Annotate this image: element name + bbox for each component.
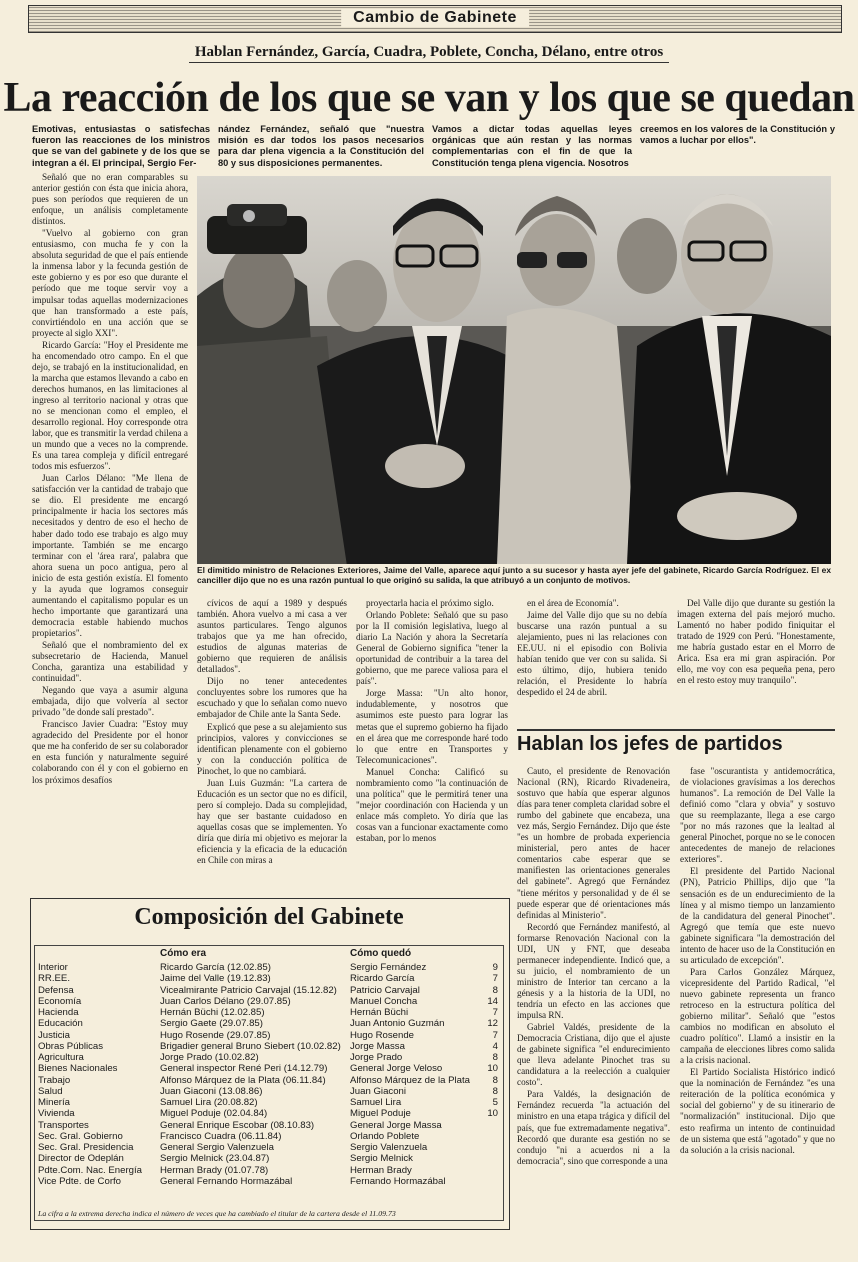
cabinet-portfolio: Bienes Nacionales	[38, 1063, 118, 1075]
cabinet-minister-before: Herman Brady (01.07.78)	[160, 1164, 269, 1176]
cabinet-portfolio: Educación	[38, 1018, 83, 1030]
cabinet-minister-before: Hugo Rosende (29.07.85)	[160, 1029, 271, 1041]
cabinet-change-count-value	[472, 1153, 498, 1164]
cabinet-change-count-value: 8	[492, 1052, 498, 1063]
cabinet-minister-after: Sergio Valenzuela	[350, 1142, 428, 1153]
paragraph: fase "oscurantista y antidemocrática, de violaciones gravísimas a los derechos humanos". La remoción de Del Valle la definió como "clara y obvia" y sostuvo que su reemplazante, llega a ese cargo "por no más razones que la lealtad al general Pinochet, porque no se le conocen antecedentes de manejo de relaciones exteriores".	[680, 766, 835, 865]
cabinet-minister-after: Jorge Massa	[350, 1040, 405, 1052]
paragraph: en el área de Economía".	[527, 598, 619, 608]
cabinet-change-count-value: 8	[492, 1074, 498, 1086]
headline: La reacción de los que se van y los que se quedan	[3, 75, 855, 121]
cabinet-portfolio: Justicia	[38, 1029, 70, 1041]
cabinet-change-count-value	[472, 1131, 498, 1142]
cabinet-change-count	[472, 962, 498, 1187]
cabinet-change-count-value	[472, 1142, 498, 1153]
cabinet-minister-after: Juan Antonio Guzmán	[350, 1018, 445, 1030]
cabinet-minister-before: Juan Giaconi (13.08.86)	[160, 1085, 263, 1097]
cabinet-minister-after: Fernando Hormazábal	[350, 1175, 446, 1187]
cabinet-portfolio: Defensa	[38, 984, 74, 996]
cabinet-change-count-value: 12	[487, 1018, 498, 1030]
article-col-3	[356, 598, 508, 898]
cabinet-minister-before: Sergio Gaete (29.07.85)	[160, 1018, 263, 1030]
cabinet-minister-after: Juan Giaconi	[350, 1085, 406, 1097]
cabinet-before	[160, 962, 348, 1187]
cabinet-portfolio: Vice Pdte. de Corfo	[38, 1175, 122, 1187]
cabinet-change-count-value: 9	[492, 962, 498, 973]
cabinet-change-count-value: 8	[492, 984, 498, 996]
cabinet-change-count-value: 10	[487, 1108, 498, 1120]
divider	[517, 729, 835, 731]
cabinet-change-count-value: 7	[492, 973, 498, 985]
paragraph: Recordó que Fernández manifestó, al formarse Renovación Nacional con la UDI, UN y FNT, que deseaba permanecer independiente. Indicó que, a su juicio, el nombramiento de un ministro de Interior tan cercano a la génesis y a la historia de la UDI, no tendría un efecto en las acciones que impulsa RN.	[517, 921, 670, 1021]
cabinet-minister-after: Patricio Carvajal	[350, 984, 420, 996]
cabinet-minister-before: Francisco Cuadra (06.11.84)	[160, 1130, 282, 1142]
cabinet-portfolio: Transportes	[38, 1119, 89, 1131]
article-col-5	[677, 598, 835, 726]
cabinet-portfolio: Minería	[38, 1097, 70, 1108]
cabinet-minister-before: Miguel Poduje (02.04.84)	[160, 1108, 268, 1120]
article-col-6	[517, 766, 670, 1214]
col-header-era: Cómo era	[160, 948, 207, 959]
cabinet-footnote: La cifra a la extrema derecha indica el número de veces que ha cambiado el titular de la cartera desde el 11.09.73	[38, 1209, 396, 1218]
paragraph: Explicó que pese a su alejamiento sus principios, valores y convicciones se identifican plenamente con el gobierno y con la conducción política de Pinochet, lo que no cambiará.	[197, 721, 347, 776]
cabinet-minister-after: Ricardo García	[350, 973, 415, 985]
cabinet-portfolio: Sec. Gral. Gobierno	[38, 1130, 123, 1142]
paragraph: Orlando Poblete: Señaló que su paso por la II comisión legislativa, luego al diario La Nación y ahora la Secretaría General de Gobierno significa "tener la oportunidad de contribuir a la tarea del gobierno, que me parece valiosa para el país".	[356, 610, 508, 687]
article-col-7	[680, 766, 835, 1214]
section-banner	[28, 5, 842, 33]
deck-col-2: nández Fernández, señaló que "nuestra misión es dar todos los pasos necesarios para dar plena vigencia a la Constitución del 80 y sus disposiciones permanentes.	[218, 124, 424, 168]
cabinet-minister-after: Hugo Rosende	[350, 1029, 415, 1041]
paragraph: Francisco Javier Cuadra: "Estoy muy agradecido del Presidente por el honor que me ha conferido de ser su colaborador en esta función y naturalmente seguiré colaborando con él y con el gobierno en los próximos desafíos	[32, 719, 188, 785]
cabinet-minister-after: Alfonso Márquez de la Plata	[350, 1074, 470, 1086]
paragraph: El Partido Socialista Histórico indicó que la nominación de Fernández "es una reiteración de la política económica y social del gobierno" y de su itinerario de "normalización" institucional. Dijo que esto reafirma un intento de continuidad de un sistema que está "agotado" y que no da solución a la crisis nacional.	[680, 1067, 835, 1155]
cabinet-portfolio: Agricultura	[38, 1052, 84, 1063]
cabinet-minister-after: Orlando Poblete	[350, 1130, 420, 1142]
article-col-1	[32, 172, 188, 898]
news-photo	[197, 176, 831, 564]
cabinet-change-count-value: 5	[492, 1097, 498, 1108]
paragraph: Para Carlos González Márquez, vicepresidente del Partido Radical, "el nuevo gabinete representa un franco retroceso en la estructura política del gobierno militar". Señaló que "estos cambios no modifican en absoluto el cuadro político". Llamó a insistir en la campaña de elecciones libres como salida a la crisis nacional.	[680, 966, 835, 1066]
paragraph: Jorge Massa: "Un alto honor, indudablemente, y nosotros que asumimos este puesto para lograr las metas que el supremo gobierno ha fijado en el área que me corresponde haré todo lo que entre en Transportes y Telecomunicaciones".	[356, 688, 508, 765]
cabinet-minister-after: Sergio Fernández	[350, 962, 427, 973]
cabinet-minister-before: Jaime del Valle (19.12.83)	[160, 973, 271, 985]
cabinet-minister-after: Samuel Lira	[350, 1097, 402, 1108]
cabinet-change-count-value: 10	[487, 1063, 498, 1075]
article-col-4	[517, 598, 667, 726]
paragraph: Gabriel Valdés, presidente de la Democracia Cristiana, dijo que el ajuste de gabinete significa "el endurecimiento que lleva adelante Pinochet tras su candidatura a la reelección a cualquier costo".	[517, 1022, 670, 1088]
paragraph: proyectarla hacia el próximo siglo.	[366, 598, 494, 608]
photo-caption: El dimitido ministro de Relaciones Exteriores, Jaime del Valle, aparece aquí junto a su sucesor y hasta ayer jefe del gabinete, Ricardo García Rodríguez. El ex canciller dijo que no es una razón puntual lo que originó su salida, la que atribuyó a un conjunto de motivos.	[197, 565, 831, 585]
article-col-2	[197, 598, 347, 898]
paragraph: Ricardo García: "Hoy el Presidente me ha encomendado otro campo. En el que dejo, se trabajó en la institucionalidad, en la marcha que estamos llevando a cabo en derechos humanos, en las limitaciones al ingreso al territorio nacional y otras que no se mencionan como el empleo, el desarrollo regional. Hoy corresponde otra labor, que es transmitir la verdad chilena a un mundo que a veces no la comprende. Es una tarea compleja y difícil entregaré todos mis esfuerzos".	[32, 339, 188, 472]
cabinet-change-count-value: 4	[492, 1040, 498, 1052]
cabinet-minister-before: Ricardo García (12.02.85)	[160, 962, 271, 973]
paragraph: "Vuelvo al gobierno con gran entusiasmo, con mucha fe y con la absoluta seguridad de que el país entiende la inmensa labor y la fecunda gestión de este gobierno y es por eso que durante el período que me toque servir voy a impulsar todas aquellas modernizaciones que han transformado a este país, convirtiéndolo en una acción que se proyecte al siglo XXI".	[32, 228, 188, 338]
cabinet-title: Composición del Gabinete	[134, 904, 404, 930]
paragraph: Del Valle dijo que durante su gestión la imagen externa del país mejoró mucho. Lamentó no haber podido finiquitar el tratado de 1929 con Perú. "Honestamente, me habría gustado estar en el Morro de Arica. Esa era mi gran aspiración. Por ello, me voy con esa pequeña pena, pero en el resto estoy muy tranquilo".	[677, 598, 835, 686]
cabinet-minister-before: General Fernando Hormazábal	[160, 1175, 293, 1187]
cabinet-portfolio: Sec. Gral. Presidencia	[38, 1142, 134, 1153]
paragraph: Señaló que el nombramiento del ex subsecretario de Hacienda, Manuel Concha, garantiza una estabilidad y continuidad".	[32, 639, 188, 684]
cabinet-change-count-value: 14	[487, 995, 498, 1007]
paragraph: Manuel Concha: Calificó su nombramiento como "la continuación de una política" que le permitirá tener una "mejor coordinación con Hacienda y un enlace más completo. Yo diría que las cosas van a funcionar exactamente como estaban, por lo menos	[356, 766, 508, 843]
subheadline: Hablan Fernández, García, Cuadra, Poblete, Concha, Délano, entre otros	[0, 44, 858, 61]
col-header-quedo: Cómo quedó	[350, 948, 412, 959]
paragraph: Jaime del Valle dijo que su no debía buscarse una razón puntual a su alejamiento, pues ni las relaciones con EE.UU. ni el episodio con Bolivia habían tenido que ver con su salida. Si esto último, dijo, hubiera tenido relación, el Presidente lo habría despedido el 24 de abril.	[517, 610, 667, 698]
cabinet-minister-before: Hernán Büchi (12.02.85)	[160, 1007, 265, 1018]
paragraph: cívicos de aquí a 1989 y después también. Ahora vuelvo a mi casa a ver asuntos particulares. Tengo algunos trabajos que ya me han ofrecido, estudios de algunas materias de gobierno que requieren de análisis detallados".	[197, 598, 347, 675]
cabinet-minister-after: Manuel Concha	[350, 995, 418, 1007]
cabinet-change-count-value	[472, 1165, 498, 1176]
cabinet-minister-before: Alfonso Márquez de la Plata (06.11.84)	[160, 1074, 326, 1086]
cabinet-change-count-value: 7	[492, 1029, 498, 1041]
cabinet-portfolio: Hacienda	[38, 1007, 79, 1018]
cabinet-after	[350, 962, 470, 1187]
cabinet-minister-after: General Jorge Massa	[350, 1119, 442, 1131]
deck-col-4: creemos en los valores de la Constitución y vamos a luchar por ellos".	[640, 124, 835, 146]
cabinet-portfolio: Salud	[38, 1085, 63, 1097]
cabinet-minister-after: General Jorge Veloso	[350, 1063, 443, 1075]
cabinet-minister-before: General inspector René Peri (14.12.79)	[160, 1063, 328, 1075]
cabinet-portfolio: Trabajo	[38, 1074, 71, 1086]
cabinet-minister-after: Hernán Büchi	[350, 1007, 409, 1018]
cabinet-minister-before: Juan Carlos Délano (29.07.85)	[160, 995, 291, 1007]
deck-col-3: Vamos a dictar todas aquellas leyes orgánicas que aún restan y las normas complementarias con el fin de que la Constitución tenga plena vigencia. Nosotros	[432, 124, 632, 168]
paragraph: Señaló que no eran comparables su anterior gestión con ésta que inicia ahora, pues son períodos que requieren de un enfoque, un análisis completamente distintos.	[32, 172, 188, 227]
cabinet-change-count-value: 8	[492, 1085, 498, 1097]
cabinet-minister-after: Miguel Poduje	[350, 1108, 411, 1120]
paragraph: Dijo no tener antecedentes concluyentes sobre los rumores que ha escuchado y que lo señalan como nuevo embajador de Chile ante la Santa Sede.	[197, 676, 347, 720]
cabinet-portfolio: Interior	[38, 962, 68, 973]
paragraph: Juan Luis Guzmán: "La cartera de Educación es un sector que no es difícil, pero sí complejo. Dada su complejidad, hay que ser bastante cuidadoso en aquellas cosas que se implementen. Yo diría que diría mi objetivo es mejorar la eficiencia y la eficacia de la educación en Chile con miras a	[197, 777, 347, 866]
paragraph: Para Valdés, la designación de Fernández recuerda "la actuación del ministro en una etapa trágica y difícil del país, que fue extremadamente negativa". Recordó que durante esa gestión no se condujo "ni a acuerdos ni a la democracia", sino que corresponde a una	[517, 1089, 670, 1166]
cabinet-portfolios	[38, 962, 158, 1187]
cabinet-minister-before: Vicealmirante Patricio Carvajal (15.12.82)	[160, 984, 337, 996]
cabinet-minister-before: Sergio Melnick (23.04.87)	[160, 1153, 270, 1165]
cabinet-minister-after: Herman Brady	[350, 1164, 412, 1176]
cabinet-minister-before: General Sergio Valenzuela	[160, 1142, 274, 1153]
paragraph: Negando que vaya a asumir alguna embajada, dijo que volvería al sector privado "de donde salí prestado".	[32, 685, 188, 718]
cabinet-minister-before: Brigadier general Bruno Siebert (10.02.82)	[160, 1040, 341, 1052]
paragraph: Juan Carlos Délano: "Me llena de satisfacción ver la cantidad de trabajo que se dio. El presidente me encargó principalmente ir hacia los sectores más necesitados y dentro de eso el hecho de haber dado todo ese trabajo es algo muy importante. También se me encargo terminar con el 'área rara', palabra que ahora suena un poco antigua, pero al inicio de esta gestión existía. El fomento y la ayuda que logramos conseguir aumentando el capitalismo popular es un hecho importante que garantizará una democracia estable habiendo muchos propietarios".	[32, 473, 188, 638]
section-title: Cambio de Gabinete	[341, 9, 529, 27]
cabinet-minister-after: Jorge Prado	[350, 1052, 403, 1063]
cabinet-change-count-value: 7	[492, 1007, 498, 1018]
paragraph: Cauto, el presidente de Renovación Nacional (RN), Ricardo Rivadeneira, sostuvo que había que esperar algunos días para tener completa claridad sobre el rumbo del gabinete que encabeza, una vez más, Sergio Fernández. Dijo que éste "es un hombre de probada experiencia ministerial, pero antes de hacer comentarios cabe esperar que se manifiesten las orientaciones generales del gabinete". Agregó que Fernández "tiene méritos y personalidad y de él se puede esperar que dé orientaciones más definidas al Ministerio".	[517, 766, 670, 920]
paragraph: El presidente del Partido Nacional (PN), Patricio Phillips, dijo que "la sensación es de un endurecimiento de la línea y al mismo tiempo un lanzamiento de la candidatura del general Pinochet". Agregó que temía que este nuevo gabinete significara "la demostración del intento de hacer uso de la Constitución en su articulado de excepción".	[680, 866, 835, 965]
cabinet-change-count-value	[472, 1176, 498, 1187]
cabinet-portfolio: Obras Públicas	[38, 1040, 104, 1052]
cabinet-change-count-value	[472, 1120, 498, 1131]
cabinet-minister-before: Jorge Prado (10.02.82)	[160, 1052, 259, 1063]
cabinet-portfolio: Vivienda	[38, 1108, 75, 1120]
parties-section-title: Hablan los jefes de partidos	[517, 733, 783, 755]
cabinet-minister-before: General Enrique Escobar (08.10.83)	[160, 1119, 315, 1131]
cabinet-minister-after: Sergio Melnick	[350, 1153, 413, 1165]
cabinet-portfolio: Director de Odeplán	[38, 1153, 124, 1165]
cabinet-portfolio: RR.EE.	[38, 973, 70, 985]
cabinet-minister-before: Samuel Lira (20.08.82)	[160, 1097, 258, 1108]
deck-col-1: Emotivas, entusiastas o satisfechas fueron las reacciones de los ministros que se van del gabinete y de los que se integran a él. El principal, Sergio Fer-	[32, 124, 210, 168]
photo-illustration	[197, 176, 831, 564]
cabinet-portfolio: Economía	[38, 995, 82, 1007]
cabinet-portfolio: Pdte.Com. Nac. Energía	[38, 1164, 142, 1176]
